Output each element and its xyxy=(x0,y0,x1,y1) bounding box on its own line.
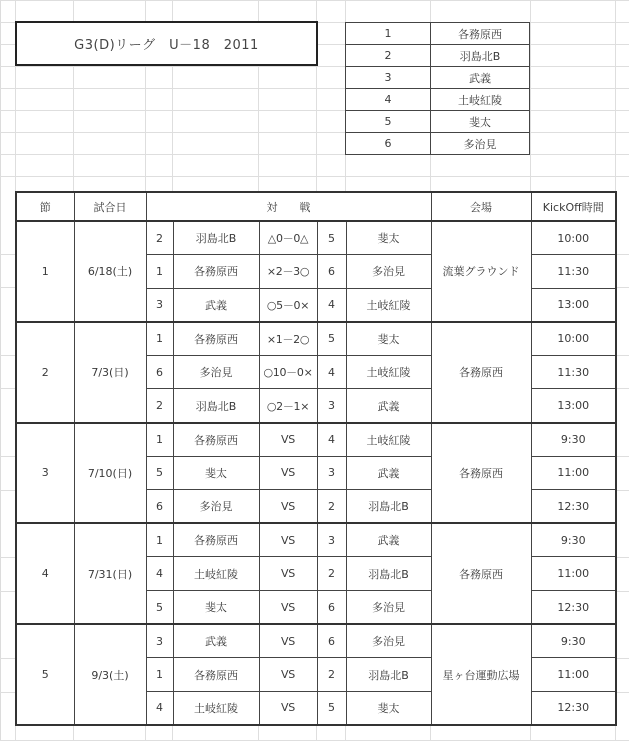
away-team-cell[interactable]: 武義 xyxy=(346,456,431,490)
match-row xyxy=(16,322,616,356)
kickoff-cell[interactable]: 12:30 xyxy=(531,591,616,625)
date-cell[interactable]: 9/3(土) xyxy=(74,624,146,725)
score-cell[interactable]: VS xyxy=(259,658,317,692)
home-team-cell[interactable]: 各務原西 xyxy=(173,523,259,557)
home-team-cell[interactable]: 多治見 xyxy=(173,490,259,524)
away-team-cell[interactable]: 斐太 xyxy=(346,691,431,725)
home-team-cell[interactable]: 斐太 xyxy=(173,591,259,625)
date-cell[interactable]: 7/3(日) xyxy=(74,322,146,423)
kickoff-cell[interactable]: 11:00 xyxy=(531,557,616,591)
venue-cell[interactable]: 各務原西 xyxy=(431,322,531,423)
away-number-cell[interactable]: 4 xyxy=(317,355,346,389)
team-number-cell[interactable]: 6 xyxy=(346,133,431,155)
header-row xyxy=(16,192,616,221)
home-number-cell[interactable]: 1 xyxy=(146,255,173,289)
away-number-cell[interactable]: 2 xyxy=(317,490,346,524)
score-cell[interactable]: ○10－0× xyxy=(259,355,317,389)
team-number-cell[interactable]: 3 xyxy=(346,67,431,89)
home-team-cell[interactable]: 各務原西 xyxy=(173,255,259,289)
home-number-cell[interactable]: 1 xyxy=(146,523,173,557)
kickoff-cell[interactable]: 13:00 xyxy=(531,288,616,322)
team-row xyxy=(346,67,530,89)
away-number-cell[interactable]: 4 xyxy=(317,423,346,457)
away-team-cell[interactable]: 多治見 xyxy=(346,591,431,625)
score-cell[interactable]: VS xyxy=(259,490,317,524)
score-cell[interactable]: VS xyxy=(259,456,317,490)
away-team-cell[interactable]: 土岐紅陵 xyxy=(346,288,431,322)
match-row xyxy=(16,624,616,658)
round-cell[interactable]: 5 xyxy=(16,624,74,725)
kickoff-cell[interactable]: 13:00 xyxy=(531,389,616,423)
home-number-cell[interactable]: 6 xyxy=(146,490,173,524)
match-row xyxy=(16,423,616,457)
round-cell[interactable]: 1 xyxy=(16,221,74,322)
league-title-box[interactable] xyxy=(15,21,318,66)
away-team-cell[interactable]: 土岐紅陵 xyxy=(346,423,431,457)
date-cell[interactable]: 7/31(日) xyxy=(74,523,146,624)
home-number-cell[interactable]: 2 xyxy=(146,221,173,255)
home-number-cell[interactable]: 1 xyxy=(146,423,173,457)
away-team-cell[interactable]: 多治見 xyxy=(346,255,431,289)
team-row xyxy=(346,111,530,133)
away-team-cell[interactable]: 土岐紅陵 xyxy=(346,355,431,389)
home-team-cell[interactable]: 土岐紅陵 xyxy=(173,557,259,591)
score-cell[interactable]: VS xyxy=(259,691,317,725)
kickoff-cell[interactable]: 11:00 xyxy=(531,658,616,692)
score-cell[interactable]: VS xyxy=(259,423,317,457)
home-team-cell[interactable]: 武義 xyxy=(173,288,259,322)
home-team-cell[interactable]: 斐太 xyxy=(173,456,259,490)
kickoff-cell[interactable]: 9:30 xyxy=(531,423,616,457)
league-title: G3(D)リーグ U－18 2011 xyxy=(74,38,259,53)
home-number-cell[interactable]: 2 xyxy=(146,389,173,423)
team-number-cell[interactable]: 1 xyxy=(346,23,431,45)
team-list-table xyxy=(345,22,530,155)
date-cell[interactable]: 7/10(日) xyxy=(74,423,146,524)
home-number-cell[interactable]: 3 xyxy=(146,624,173,658)
team-name-cell[interactable]: 土岐紅陵 xyxy=(431,89,530,111)
kickoff-cell[interactable]: 11:30 xyxy=(531,355,616,389)
home-number-cell[interactable]: 4 xyxy=(146,691,173,725)
away-number-cell[interactable]: 2 xyxy=(317,557,346,591)
away-team-cell[interactable]: 羽島北B xyxy=(346,557,431,591)
away-team-cell[interactable]: 斐太 xyxy=(346,221,431,255)
team-number-cell[interactable]: 4 xyxy=(346,89,431,111)
score-cell[interactable]: VS xyxy=(259,591,317,625)
kickoff-cell[interactable]: 9:30 xyxy=(531,624,616,658)
home-number-cell[interactable]: 6 xyxy=(146,355,173,389)
away-team-cell[interactable]: 羽島北B xyxy=(346,658,431,692)
home-number-cell[interactable]: 3 xyxy=(146,288,173,322)
home-team-cell[interactable]: 各務原西 xyxy=(173,322,259,356)
home-number-cell[interactable]: 4 xyxy=(146,557,173,591)
away-team-cell[interactable]: 羽島北B xyxy=(346,490,431,524)
away-number-cell[interactable]: 4 xyxy=(317,288,346,322)
home-team-cell[interactable]: 土岐紅陵 xyxy=(173,691,259,725)
kickoff-cell[interactable]: 11:00 xyxy=(531,456,616,490)
away-team-cell[interactable]: 斐太 xyxy=(346,322,431,356)
home-team-cell[interactable]: 各務原西 xyxy=(173,658,259,692)
kickoff-cell[interactable]: 10:00 xyxy=(531,221,616,255)
header-match[interactable] xyxy=(146,192,431,221)
away-number-cell[interactable]: 3 xyxy=(317,523,346,557)
kickoff-cell[interactable]: 12:30 xyxy=(531,691,616,725)
score-cell[interactable]: ○5－0× xyxy=(259,288,317,322)
kickoff-cell[interactable]: 12:30 xyxy=(531,490,616,524)
round-cell[interactable]: 3 xyxy=(16,423,74,524)
team-name-cell[interactable]: 斐太 xyxy=(431,111,530,133)
header-kickoff[interactable]: KickOff時間 xyxy=(531,192,616,221)
home-number-cell[interactable]: 1 xyxy=(146,658,173,692)
match-row xyxy=(16,221,616,255)
round-cell[interactable]: 2 xyxy=(16,322,74,423)
away-number-cell[interactable]: 3 xyxy=(317,389,346,423)
match-row xyxy=(16,523,616,557)
away-number-cell[interactable]: 6 xyxy=(317,255,346,289)
header-date[interactable]: 試合日 xyxy=(74,192,146,221)
team-number-cell[interactable]: 5 xyxy=(346,111,431,133)
round-cell[interactable]: 4 xyxy=(16,523,74,624)
team-row xyxy=(346,89,530,111)
home-number-cell[interactable]: 5 xyxy=(146,591,173,625)
away-number-cell[interactable]: 5 xyxy=(317,691,346,725)
score-cell[interactable]: ×1－2○ xyxy=(259,322,317,356)
home-team-cell[interactable]: 多治見 xyxy=(173,355,259,389)
score-cell[interactable]: VS xyxy=(259,523,317,557)
team-row xyxy=(346,133,530,155)
venue-cell[interactable]: 各務原西 xyxy=(431,523,531,624)
away-number-cell[interactable]: 3 xyxy=(317,456,346,490)
score-cell[interactable]: ○2－1× xyxy=(259,389,317,423)
venue-cell[interactable]: 星ヶ台運動広場 xyxy=(431,624,531,725)
venue-cell[interactable]: 各務原西 xyxy=(431,423,531,524)
date-cell[interactable]: 6/18(土) xyxy=(74,221,146,322)
venue-cell[interactable]: 流葉グラウンド xyxy=(431,221,531,322)
team-name-cell[interactable]: 各務原西 xyxy=(431,23,530,45)
away-number-cell[interactable]: 6 xyxy=(317,624,346,658)
schedule-table xyxy=(15,191,617,726)
score-cell[interactable]: ×2－3○ xyxy=(259,255,317,289)
away-team-cell[interactable]: 武義 xyxy=(346,523,431,557)
team-name-cell[interactable]: 武義 xyxy=(431,67,530,89)
away-number-cell[interactable]: 5 xyxy=(317,322,346,356)
header-match-label: 対 戦 xyxy=(266,200,311,214)
kickoff-cell[interactable]: 9:30 xyxy=(531,523,616,557)
away-number-cell[interactable]: 6 xyxy=(317,591,346,625)
score-cell[interactable]: VS xyxy=(259,557,317,591)
kickoff-cell[interactable]: 10:00 xyxy=(531,322,616,356)
score-cell[interactable]: △0－0△ xyxy=(259,221,317,255)
team-name-cell[interactable]: 多治見 xyxy=(431,133,530,155)
score-cell[interactable]: VS xyxy=(259,624,317,658)
header-round[interactable]: 節 xyxy=(16,192,74,221)
away-number-cell[interactable]: 2 xyxy=(317,658,346,692)
away-team-cell[interactable]: 武義 xyxy=(346,389,431,423)
away-team-cell[interactable]: 多治見 xyxy=(346,624,431,658)
team-number-cell[interactable]: 2 xyxy=(346,45,431,67)
team-name-cell[interactable]: 羽島北B xyxy=(431,45,530,67)
home-team-cell[interactable]: 武義 xyxy=(173,624,259,658)
team-row xyxy=(346,23,530,45)
home-team-cell[interactable]: 羽島北B xyxy=(173,389,259,423)
home-team-cell[interactable]: 各務原西 xyxy=(173,423,259,457)
home-number-cell[interactable]: 1 xyxy=(146,322,173,356)
header-venue[interactable]: 会場 xyxy=(431,192,531,221)
home-team-cell[interactable]: 羽島北B xyxy=(173,221,259,255)
kickoff-cell[interactable]: 11:30 xyxy=(531,255,616,289)
away-number-cell[interactable]: 5 xyxy=(317,221,346,255)
home-number-cell[interactable]: 5 xyxy=(146,456,173,490)
team-row xyxy=(346,45,530,67)
